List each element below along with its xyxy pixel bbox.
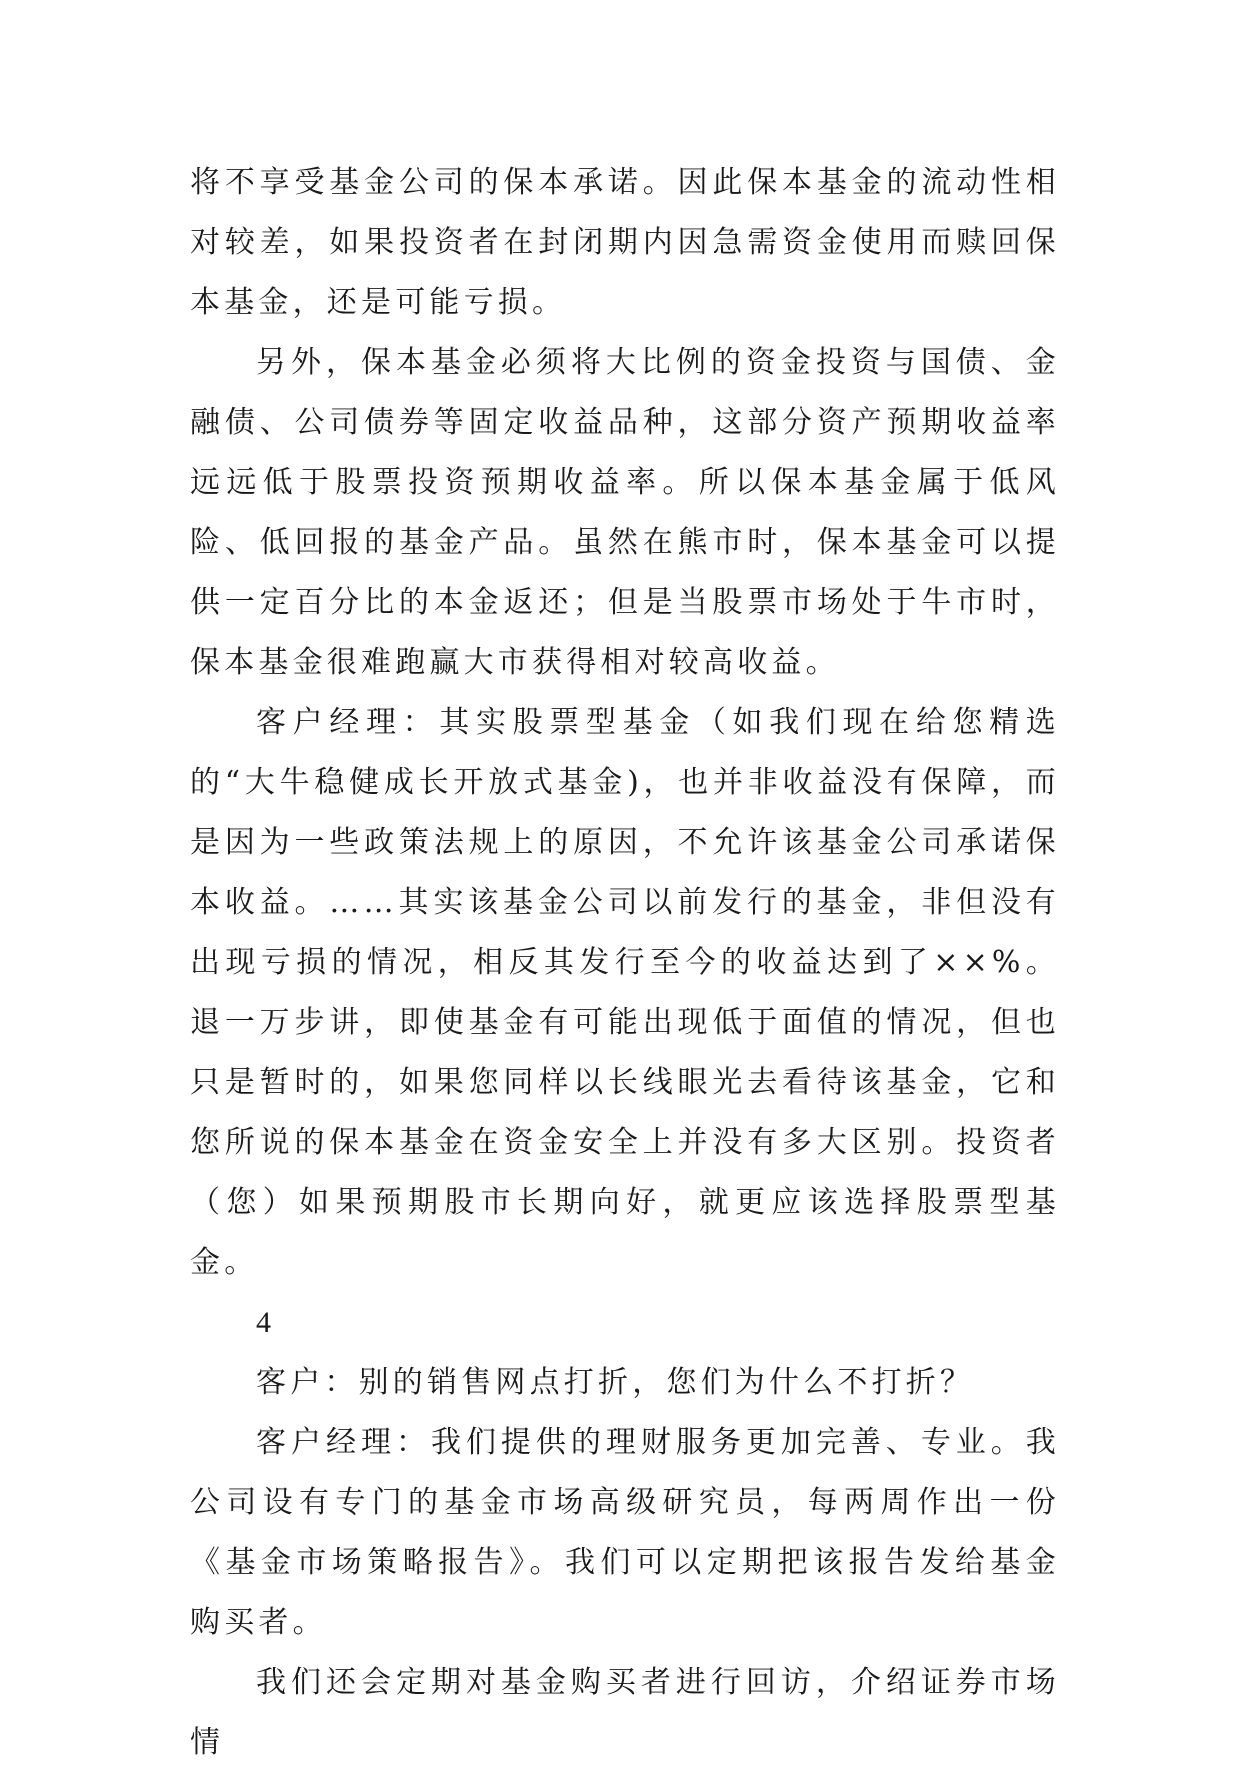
paragraph-3: 客户经理：其实股票型基金（如我们现在给您精选的“大牛稳健成长开放式基金)，也并非收益没有保障，而是因为一些政策法规上的原因，不允许该基金公司承诺保本收益。……其实该基金公司以前发行的基金，非但没有出现亏损的情况，相反其发行至今的收益达到了××%。退一万步讲，即使基金有可能出现低于面值的情况，但也只是暂时的，如果您同样以长线眼光去看待该基金，它和您所说的保本基金在资金安全上并没有多大区别。投资者（您）如果预期股市长期向好，就更应该选择股票型基金。	[190, 705, 1060, 1280]
paragraph-2: 另外，保本基金必须将大比例的资金投资与国债、金融债、公司债券等固定收益品种，这部分资产预期收益率远远低于股票投资预期收益率。所以保本基金属于低风险、低回报的基金产品。虽然在熊市时，保本基金可以提供一定百分比的本金返还；但是当股票市场处于牛市时，保本基金很难跑赢大市获得相对较高收益。	[190, 345, 1060, 680]
paragraph-4: 客户：别的销售网点打折，您们为什么不打折？	[256, 1365, 975, 1400]
paragraph-5: 客户经理：我们提供的理财服务更加完善、专业。我公司设有专门的基金市场高级研究员，每两周作出一份《基金市场策略报告》。我们可以定期把该报告发给基金购买者。	[190, 1425, 1060, 1640]
section-number: 4	[256, 1306, 276, 1339]
paragraph-1: 将不享受基金公司的保本承诺。因此保本基金的流动性相对较差，如果投资者在封闭期内因急需资金使用而赎回保本基金，还是可能亏损。	[190, 165, 1060, 320]
paragraph-6: 我们还会定期对基金购买者进行回访，介绍证券市场情	[190, 1665, 1060, 1760]
body-text	[190, 153, 1060, 1773]
